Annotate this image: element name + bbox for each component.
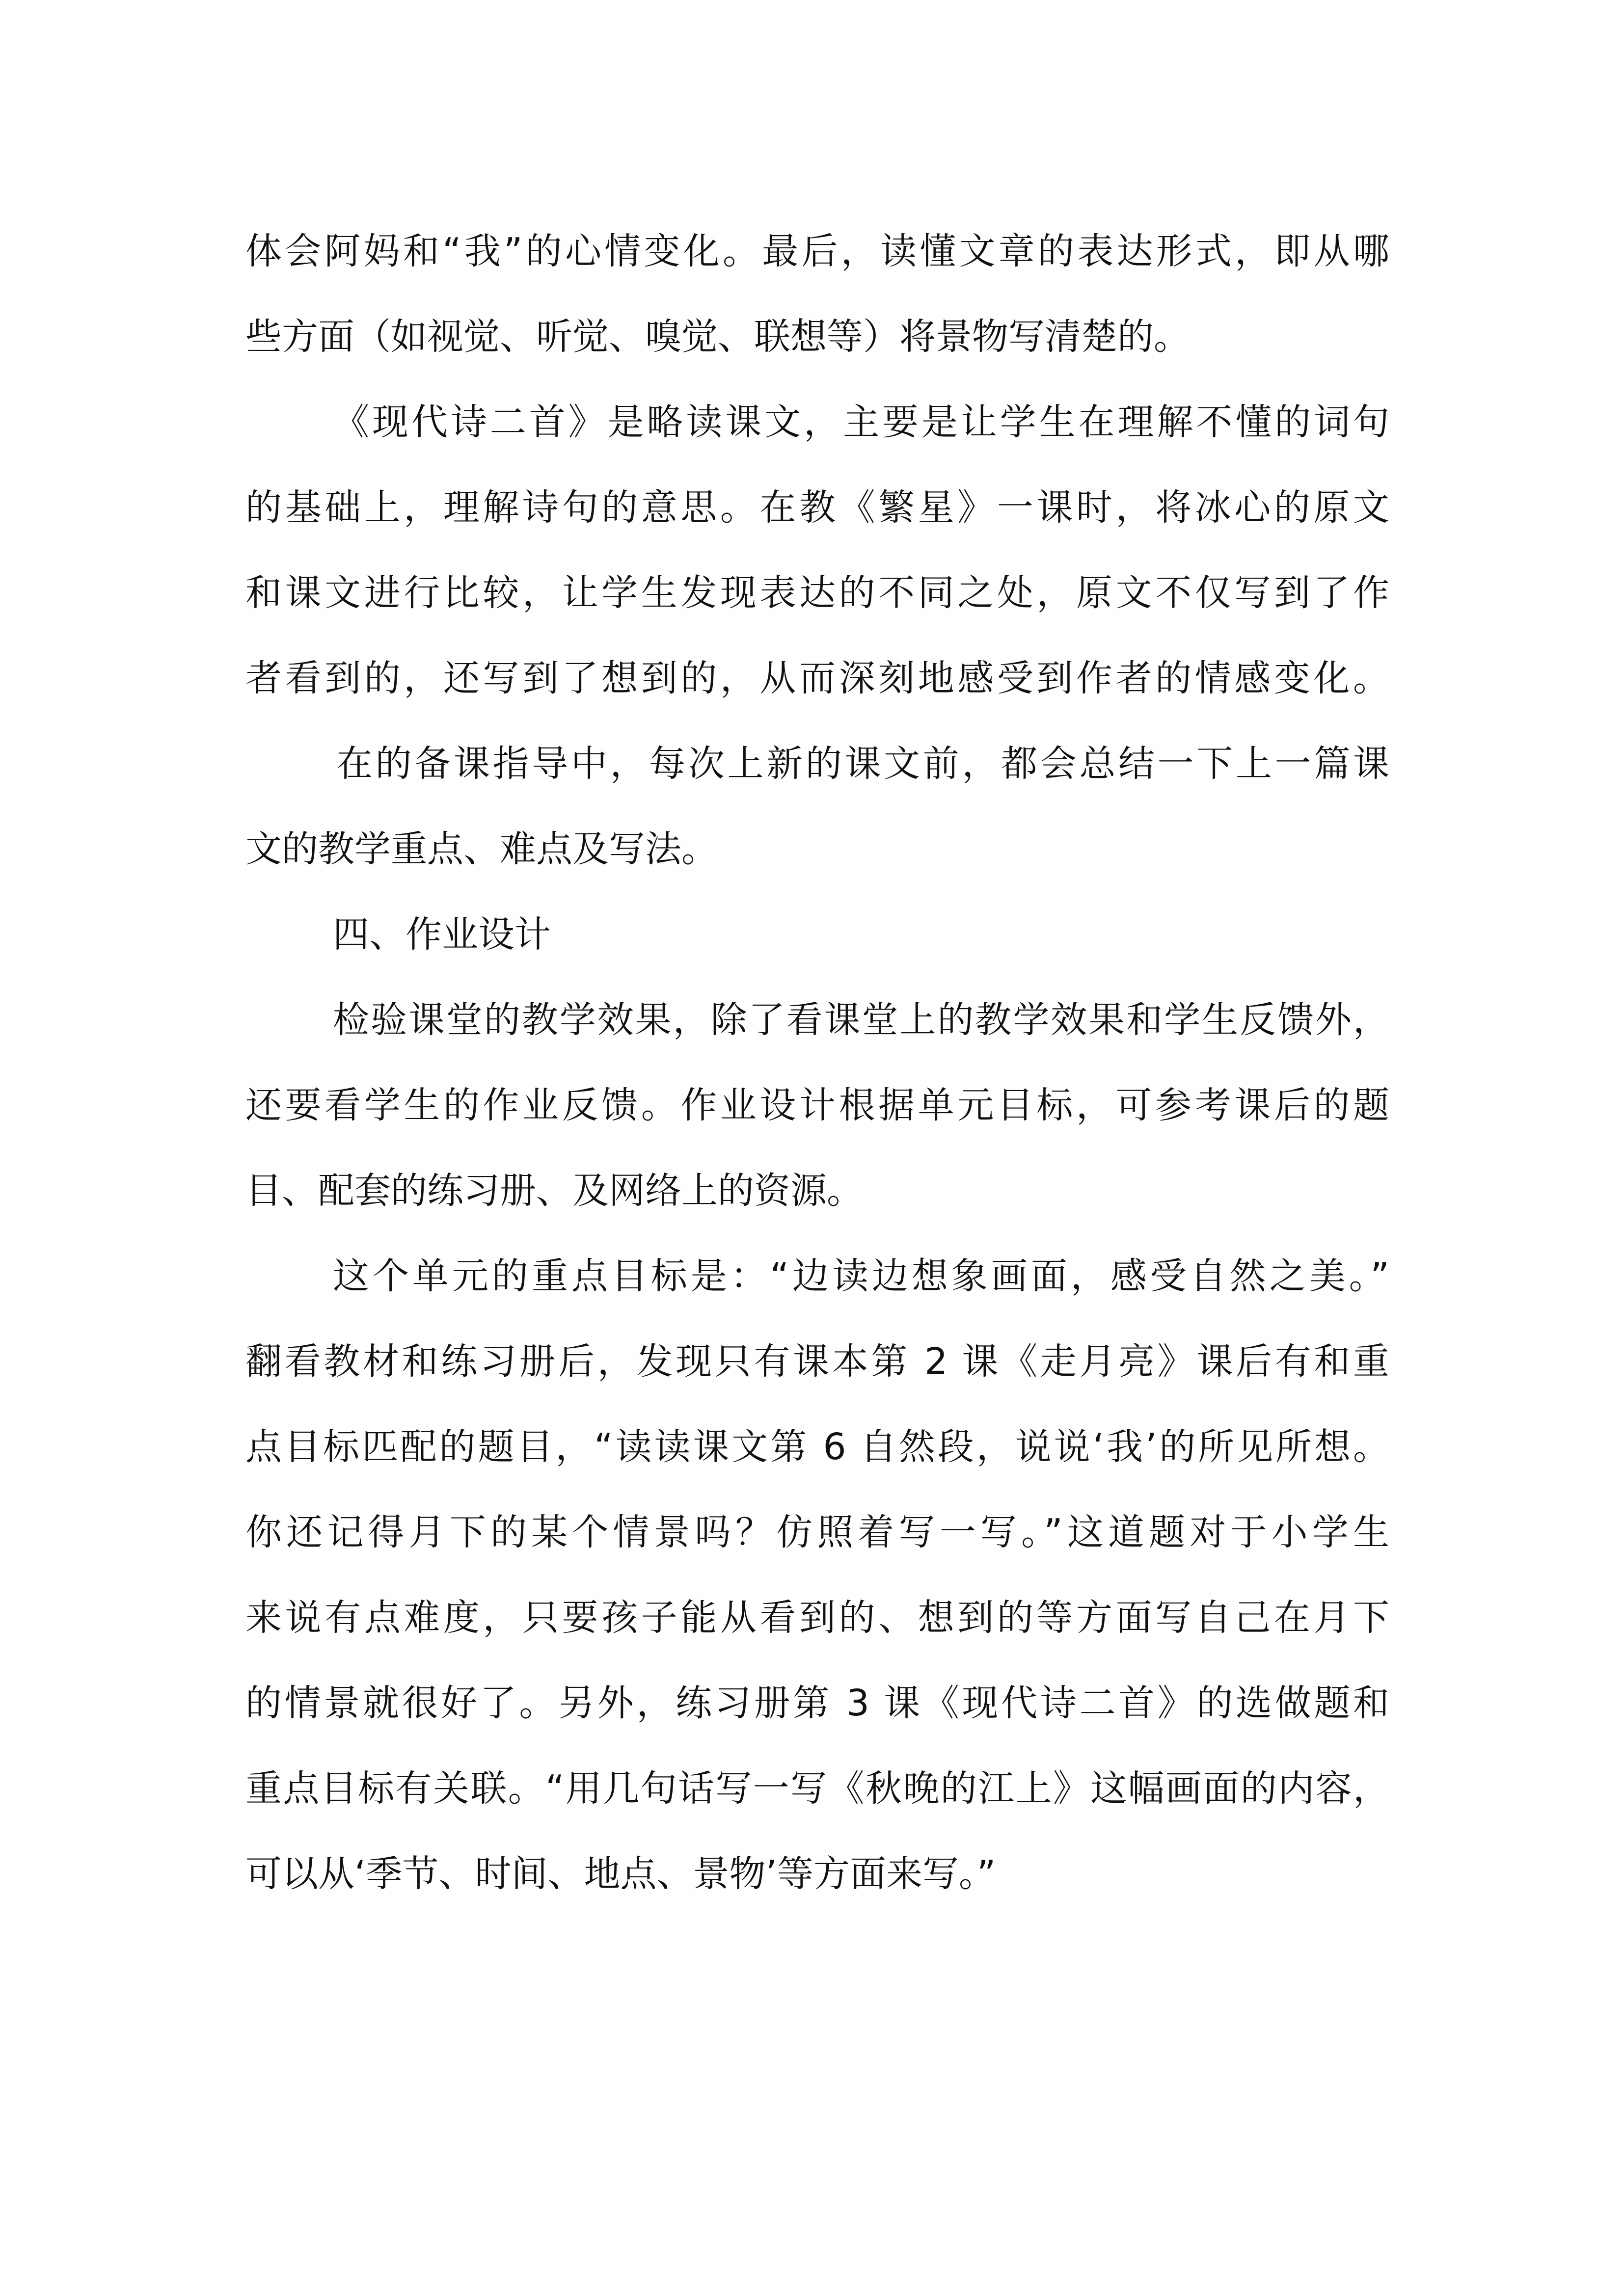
text-line: 的情景就很好了。另外，练习册第 3 课《现代诗二首》的选做题和	[245, 1682, 1389, 1724]
text-line: 体会阿妈和“我”的心情变化。最后，读懂文章的表达形式，即从哪	[245, 230, 1389, 272]
text-line: 些方面（如视觉、听觉、嗅觉、联想等）将景物写清楚的。	[245, 316, 1190, 358]
text-line: 还要看学生的作业反馈。作业设计根据单元目标，可参考课后的题	[245, 1084, 1389, 1126]
text-line: 《现代诗二首》是略读课文，主要是让学生在理解不懂的词句	[333, 401, 1389, 443]
paragraph-modern-poems	[245, 379, 1389, 721]
text-line: 检验课堂的教学效果，除了看课堂上的教学效果和学生反馈外，	[333, 999, 1389, 1041]
text-line: 来说有点难度，只要孩子能从看到的、想到的等方面写自己在月下	[245, 1597, 1389, 1639]
text-line: 者看到的，还写到了想到的，从而深刻地感受到作者的情感变化。	[245, 657, 1389, 699]
text-line: 翻看教材和练习册后，发现只有课本第 2 课《走月亮》课后有和重	[245, 1340, 1389, 1383]
text-line: 在的备课指导中，每次上新的课文前，都会总结一下上一篇课	[336, 743, 1389, 785]
section-heading-homework-design	[245, 892, 1389, 977]
paragraph-homework-feedback	[245, 977, 1389, 1233]
text-line: 重点目标有关联。“用几句话写一写《秋晚的江上》这幅画面的内容，	[245, 1767, 1389, 1810]
text-line: 文的教学重点、难点及写法。	[245, 828, 718, 870]
text-line: 可以从‘季节、时间、地点、景物’等方面来写。”	[245, 1853, 996, 1895]
text-line: 点目标匹配的题目，“读读课文第 6 自然段，说说‘我’的所见所想。	[245, 1426, 1389, 1468]
paragraph-lesson-prep	[245, 721, 1389, 892]
paragraph-unit-goal	[245, 1233, 1389, 1917]
text-line: 你还记得月下的某个情景吗？仿照着写一写。”这道题对于小学生	[245, 1511, 1389, 1553]
text-line: 这个单元的重点目标是：“边读边想象画面，感受自然之美。”	[333, 1255, 1389, 1297]
section-heading: 四、作业设计	[333, 913, 551, 956]
text-line: 目、配套的练习册、及网络上的资源。	[245, 1170, 863, 1212]
document-body	[245, 209, 1389, 1917]
paragraph-reading-goals	[245, 209, 1389, 379]
text-line: 和课文进行比较，让学生发现表达的不同之处，原文不仅写到了作	[245, 572, 1389, 614]
text-line: 的基础上，理解诗句的意思。在教《繁星》一课时，将冰心的原文	[245, 486, 1389, 529]
